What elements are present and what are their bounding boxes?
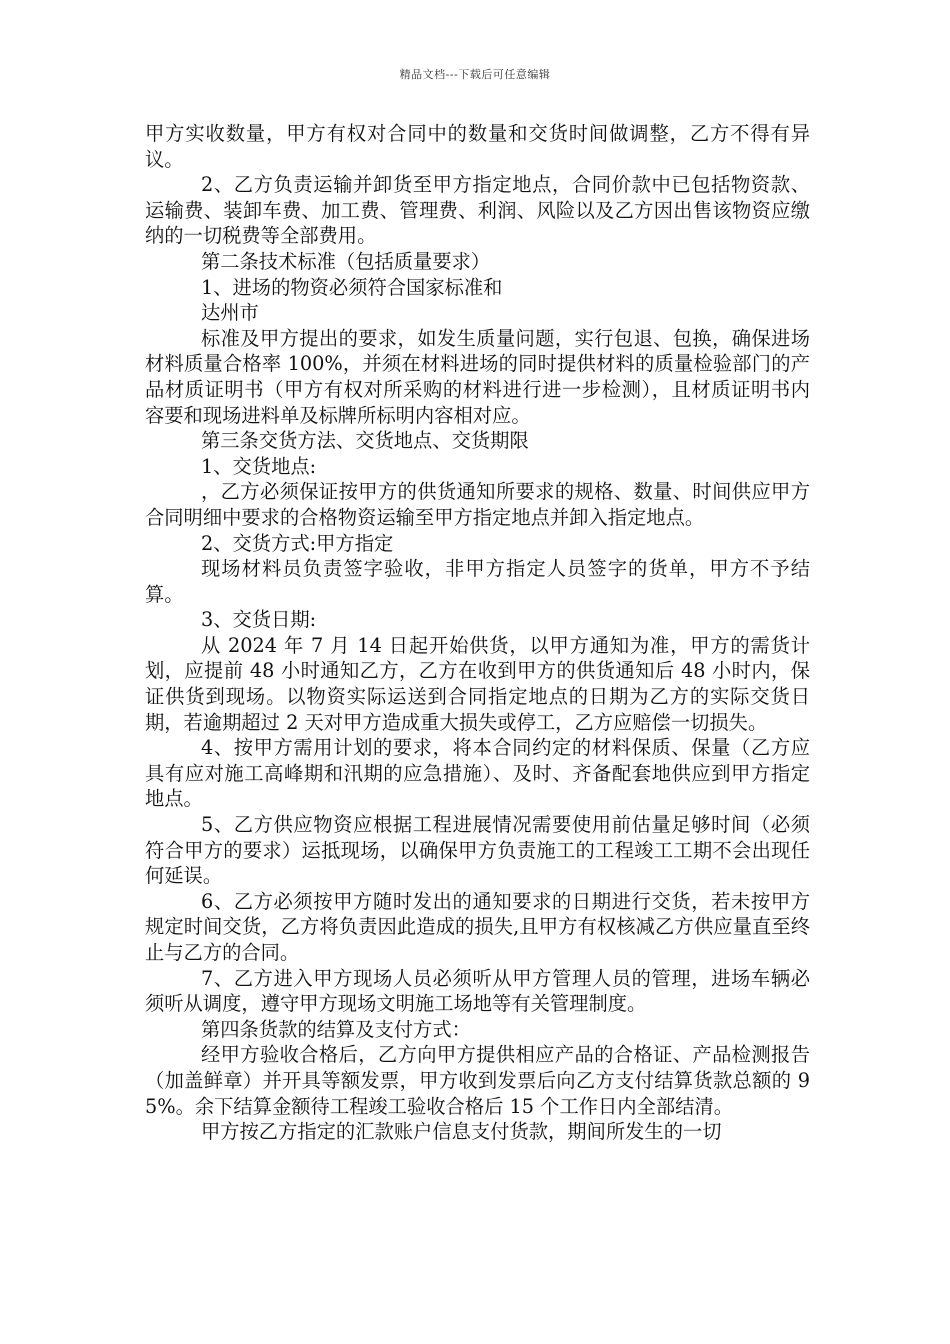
paragraph: 6、乙方必须按甲方随时发出的通知要求的日期进行交货，若未按甲方规定时间交货，乙方将负责因此造成的损失,且甲方有权核减乙方供应量直至终止与乙方的合同。 xyxy=(145,889,810,964)
page-header: 精品文档---下载后可任意编辑 xyxy=(399,68,551,81)
paragraph: 甲方按乙方指定的汇款账户信息支付货款，期间所发生的一切 xyxy=(200,1120,722,1144)
paragraph: 2、交货方式:甲方指定 xyxy=(200,531,394,555)
paragraph: 甲方实收数量，甲方有权对合同中的数量和交货时间做调整，乙方不得有异议。 xyxy=(145,122,810,171)
paragraph: ，乙方必须保证按甲方的供货通知所要求的规格、数量、时间供应甲方合同明细中要求的合格物资运输至甲方指定地点并卸入指定地点。 xyxy=(145,480,810,529)
paragraph: 4、按甲方需用计划的要求，将本合同约定的材料保质、保量（乙方应具有应对施工高峰期和汛期的应急措施）、及时、齐备配套地供应到甲方指定地点。 xyxy=(145,736,810,811)
paragraph: 现场材料员负责签字验收，非甲方指定人员签字的货单，甲方不予结算。 xyxy=(145,557,810,606)
paragraph: 7、乙方进入甲方现场人员必须听从甲方管理人员的管理，进场车辆必须听从调度，遵守甲方现场文明施工场地等有关管理制度。 xyxy=(145,966,810,1016)
paragraph: 3、交货日期: xyxy=(200,608,317,632)
paragraph: 2、乙方负责运输并卸货至甲方指定地点，合同价款中已包括物资款、运输费、装卸车费、加工费、管理费、利润、风险以及乙方因出售该物资应缴纳的一切税费等全部费用。 xyxy=(145,173,810,248)
paragraph: 1、交货地点: xyxy=(200,454,317,478)
paragraph: 1、进场的物资必须符合国家标准和 xyxy=(200,275,503,299)
document-body xyxy=(145,121,810,1145)
paragraph: 5、乙方供应物资应根据工程进展情况需要使用前估量足够时间（必须符合甲方的要求）运抵现场，以确保甲方负责施工的工程竣工工期不会出现任何延误。 xyxy=(145,813,810,888)
section-heading: 第三条交货方法、交货地点、交货期限 xyxy=(200,429,529,453)
paragraph: 达州市 xyxy=(200,301,259,325)
section-heading: 第二条技术标准（包括质量要求） xyxy=(200,249,491,273)
section-heading: 第四条货款的结算及支付方式： xyxy=(200,1017,471,1041)
paragraph: 标准及甲方提出的要求，如发生质量问题，实行包退、包换，确保进场材料质量合格率 100%，并须在材料进场的同时提供材料的质量检验部门的产品材质证明书（甲方有权对所采购的材料进行进一步检测），且材质证明书内容要和现场进料单及标牌所标明内容相对应。 xyxy=(145,326,810,427)
paragraph: 从 2024 年 7 月 14 日起开始供货，以甲方通知为准，甲方的需货计划，应提前 48 小时通知乙方，乙方在收到甲方的供货通知后 48 小时内，保证供货到现场。以物资实际运送到合同指定地点的日期为乙方的实际交货日期，若逾期超过 2 天对甲方造成重大损失或停工，乙方应赔偿一切损失。 xyxy=(145,633,810,734)
paragraph: 经甲方验收合格后，乙方向甲方提供相应产品的合格证、产品检测报告（加盖鲜章）并开具等额发票，甲方收到发票后向乙方支付结算货款总额的 95%。余下结算金额待工程竣工验收合格后 15 个工作日内全部结清。 xyxy=(145,1043,810,1118)
